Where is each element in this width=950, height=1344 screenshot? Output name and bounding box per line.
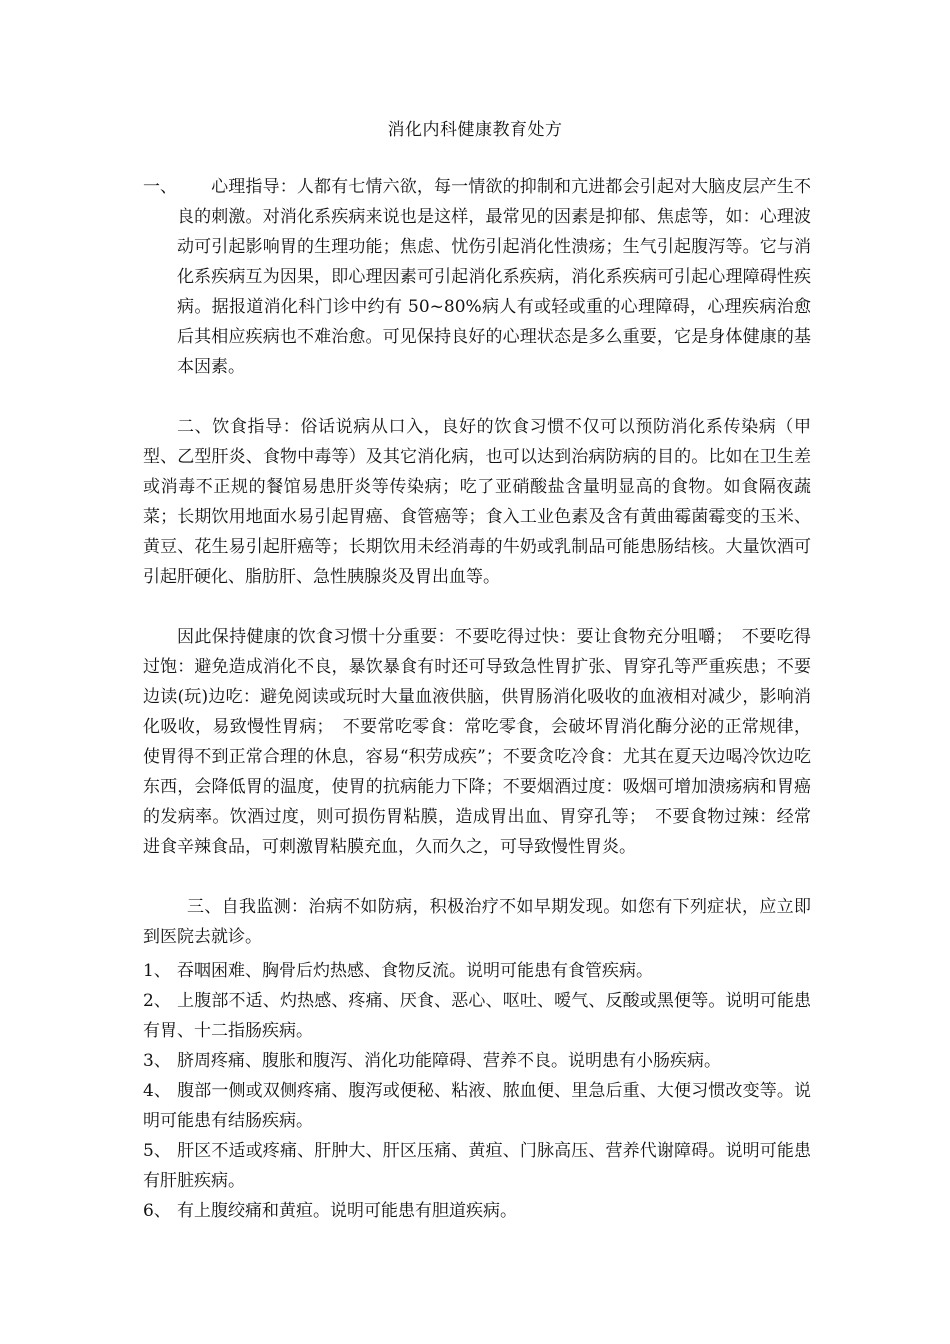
section-number: 一、 bbox=[143, 177, 177, 197]
list-item bbox=[143, 1196, 811, 1226]
list-item-number: 1、 bbox=[143, 961, 171, 981]
list-item bbox=[143, 1046, 811, 1076]
list-item-number: 4、 bbox=[143, 1081, 171, 1101]
section-diet-habits: 因此保持健康的饮食习惯十分重要：不要吃得过快：要让食物充分咀嚼； 不要吃得过饱：避免造成消化不良，暴饮暴食有时还可导致急性胃扩张、胃穿孔等严重疾患；不要边读(玩)边吃：避免阅读或玩时大量血液供脑，供胃肠消化吸收的血液相对减少，影响消化吸收，易致慢性胃病； 不要常吃零食：常吃零食，会破坏胃消化酶分泌的正常规律，使胃得不到正常合理的休息，容易“积劳成疾”；不要贪吃冷食：尤其在夏天边喝冷饮边吃东西，会降低胃的温度，使胃的抗病能力下降；不要烟酒过度：吸烟可增加溃疡病和胃癌的发病率。饮酒过度，则可损伤胃粘膜，造成胃出血、胃穿孔等； 不要食物过辣：经常进食辛辣食品，可刺激胃粘膜充血，久而久之，可导致慢性胃炎。 bbox=[143, 627, 811, 857]
list-item-text: 上腹部不适、灼热感、疼痛、厌食、恶心、呕吐、嗳气、反酸或黑便等。说明可能患有胃、十二指肠疾病。 bbox=[143, 991, 811, 1041]
list-item-number: 5、 bbox=[143, 1141, 171, 1161]
list-item bbox=[143, 1076, 811, 1136]
list-item bbox=[143, 956, 811, 986]
section-psychology bbox=[143, 172, 811, 382]
list-item-number: 2、 bbox=[143, 991, 171, 1011]
list-item bbox=[143, 986, 811, 1046]
page-title: 消化内科健康教育处方 bbox=[387, 120, 563, 140]
list-item-text: 脐周疼痛、腹胀和腹泻、消化功能障碍、营养不良。说明患有小肠疾病。 bbox=[177, 1051, 721, 1071]
section-self-monitoring: 三、自我监测：治病不如防病，积极治疗不如早期发现。如您有下列症状，应立即到医院去就诊。 bbox=[143, 897, 811, 947]
section-body: 心理指导：人都有七情六欲，每一情欲的抑制和亢进都会引起对大脑皮层产生不良的刺激。对消化系疾病来说也是这样，最常见的因素是抑郁、焦虑等，如：心理波动可引起影响胃的生理功能；焦虑、忧伤引起消化性溃疡；生气引起腹泻等。它与消化系疾病互为因果，即心理因素可引起消化系疾病，消化系疾病可引起心理障碍性疾病。据报道消化科门诊中约有 50~80%病人有或轻或重的心理障碍，心理疾病治愈后其相应疾病也不难治愈。可见保持良好的心理状态是多么重要，它是身体健康的基本因素。 bbox=[177, 177, 811, 377]
list-item-number: 3、 bbox=[143, 1051, 171, 1071]
list-item-text: 肝区不适或疼痛、肝肿大、肝区压痛、黄疸、门脉高压、营养代谢障碍。说明可能患有肝脏疾病。 bbox=[143, 1141, 811, 1191]
list-item-text: 吞咽困难、胸骨后灼热感、食物反流。说明可能患有食管疾病。 bbox=[177, 961, 653, 981]
list-item-number: 6、 bbox=[143, 1201, 171, 1221]
list-item-text: 有上腹绞痛和黄疸。说明可能患有胆道疾病。 bbox=[177, 1201, 517, 1221]
list-item bbox=[143, 1136, 811, 1196]
section-diet: 二、饮食指导：俗话说病从口入，良好的饮食习惯不仅可以预防消化系传染病（甲型、乙型肝炎、食物中毒等）及其它消化病，也可以达到治病防病的目的。比如在卫生差或消毒不正规的餐馆易患肝炎等传染病；吃了亚硝酸盐含量明显高的食物。如食隔夜蔬菜；长期饮用地面水易引起胃癌、食管癌等；食入工业色素及含有黄曲霉菌霉变的玉米、黄豆、花生易引起肝癌等；长期饮用未经消毒的牛奶或乳制品可能患肠结核。大量饮酒可引起肝硬化、脂肪肝、急性胰腺炎及胃出血等。 bbox=[143, 417, 811, 587]
list-item-text: 腹部一侧或双侧疼痛、腹泻或便秘、粘液、脓血便、里急后重、大便习惯改变等。说明可能患有结肠疾病。 bbox=[143, 1081, 811, 1131]
